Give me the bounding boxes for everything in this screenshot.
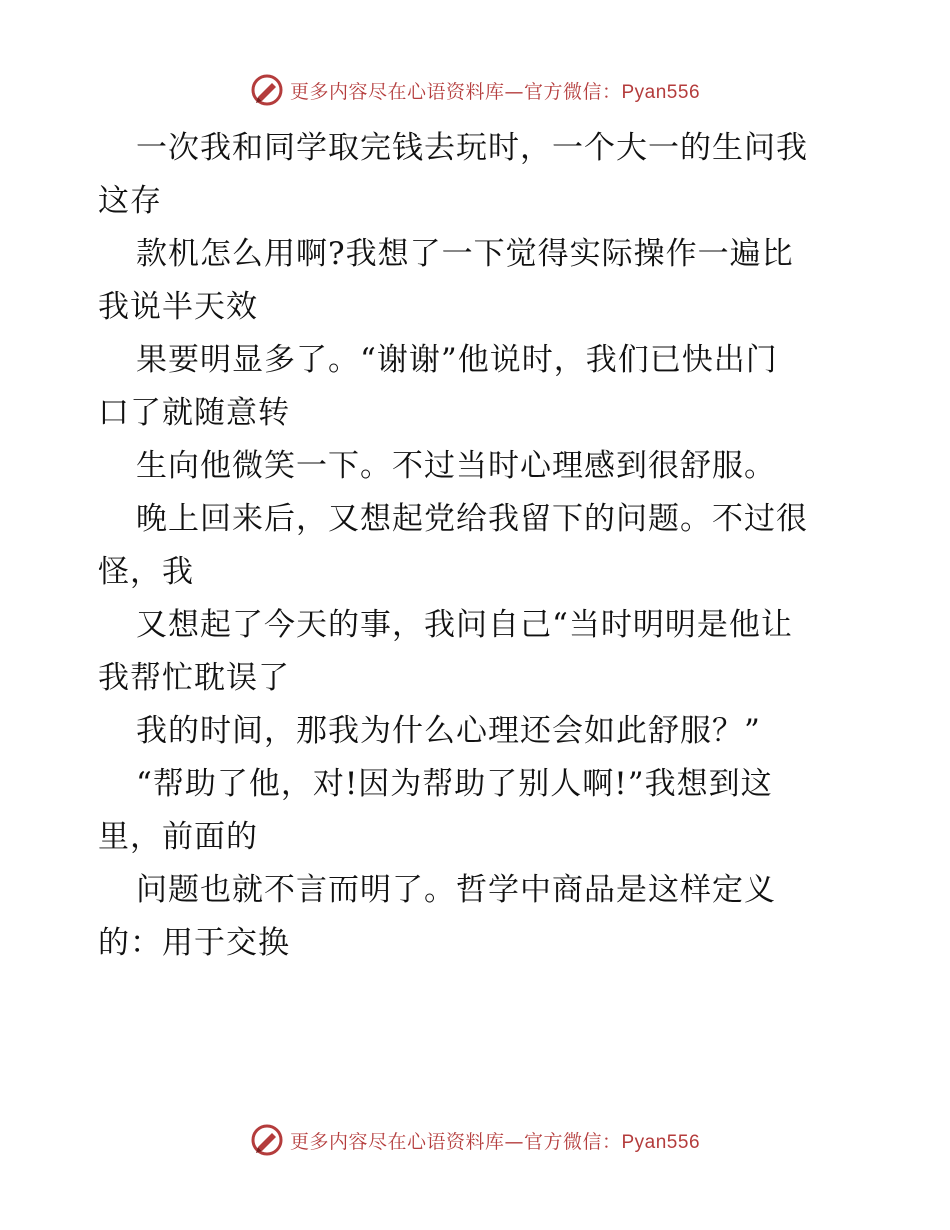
- footer-watermark: [0, 1120, 950, 1160]
- paragraph-4: [98, 440, 858, 493]
- paragraph-5-line1: 晚上回来后，又想起党给我留下的问题。不过很: [136, 501, 808, 537]
- header-site-text: 更多内容尽在心语资料库—官方微信：: [289, 80, 622, 103]
- paragraph-7-line1: 我的时间，那我为什么心理还会如此舒服？”: [136, 713, 761, 749]
- footer-site-text: 更多内容尽在心语资料库—官方微信：: [289, 1130, 622, 1153]
- paragraph-2: [98, 228, 858, 334]
- paragraph-1-line2: 这存: [98, 183, 162, 219]
- paragraph-8-line1: “帮助了他，对!因为帮助了别人啊!”我想到这: [136, 766, 773, 802]
- pen-logo-icon: [250, 73, 284, 107]
- paragraph-9-line2: 的：用于交换: [98, 925, 290, 961]
- paragraph-1: [98, 122, 858, 228]
- paragraph-7: [98, 705, 858, 758]
- paragraph-1-line1: 一次我和同学取完钱去玩时，一个大一的生问我: [136, 130, 808, 166]
- paragraph-6-line2: 我帮忙耽误了: [98, 660, 290, 696]
- paragraph-4-line1: 生向他微笑一下。不过当时心理感到很舒服。: [136, 448, 776, 484]
- header-watermark: [0, 70, 950, 110]
- footer-banner-text: [290, 1127, 700, 1154]
- paragraph-8-line2: 里，前面的: [98, 819, 258, 855]
- paragraph-5-line2: 怪，我: [98, 554, 194, 590]
- paragraph-2-line1: 款机怎么用啊?我想了一下觉得实际操作一遍比: [136, 236, 794, 272]
- paragraph-8: [98, 758, 858, 864]
- footer-handle: Pyan556: [621, 1131, 701, 1153]
- paragraph-3-line2: 口了就随意转: [98, 395, 290, 431]
- paragraph-3-line1: 果要明显多了。“谢谢”他说时，我们已快出门: [136, 342, 778, 378]
- pen-logo-icon: [250, 1123, 284, 1157]
- paragraph-5: [98, 493, 858, 599]
- paragraph-6: [98, 599, 858, 705]
- paragraph-6-line1: 又想起了今天的事，我问自己“当时明明是他让: [136, 607, 793, 643]
- paragraph-2-line2: 我说半天效: [98, 289, 258, 325]
- header-handle: Pyan556: [621, 81, 701, 103]
- paragraph-9: [98, 864, 858, 970]
- paragraph-3: [98, 334, 858, 440]
- header-banner-text: [290, 77, 700, 104]
- paragraph-9-line1: 问题也就不言而明了。哲学中商品是这样定义: [136, 872, 776, 908]
- document-body: [98, 122, 858, 970]
